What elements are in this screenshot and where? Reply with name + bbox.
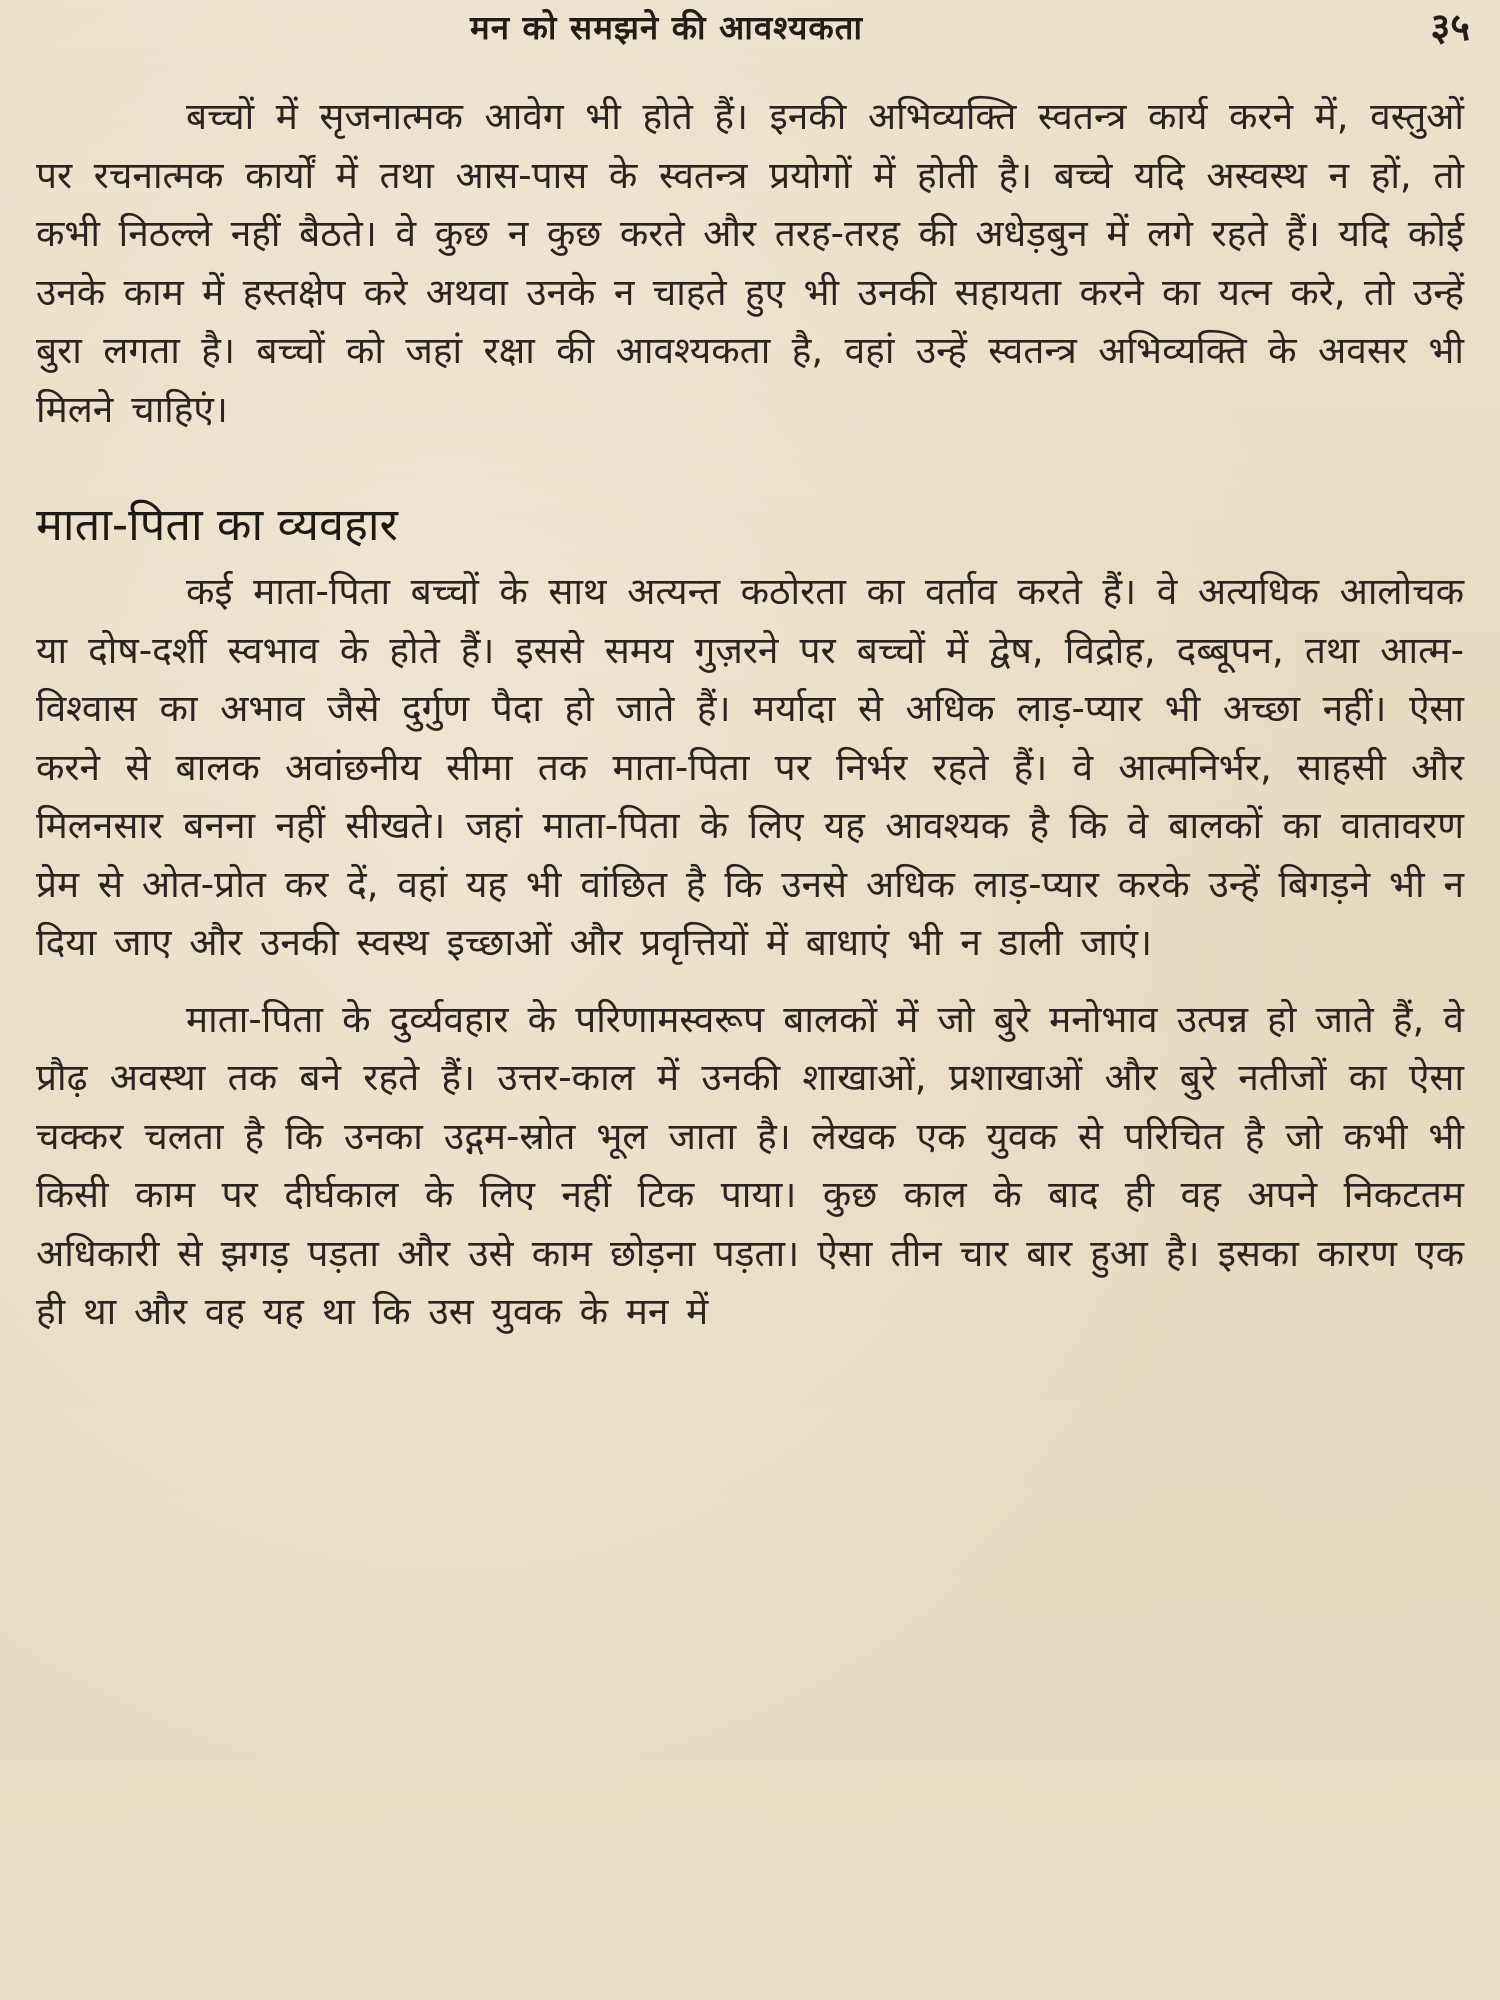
paragraph-misbehaviour-effects: माता-पिता के दुर्व्यवहार के परिणामस्वरूप बालकों में जो बुरे मनोभाव उत्पन्न हो जाते हैं, वे प्रौढ़ अवस्था तक बने रहते हैं। उत्तर-काल में उनकी शाखाओं, प्रशाखाओं और बुरे नतीजों का ऐसा चक्कर चलता है कि उनका उद्गम-स्रोत भूल जाता है। लेखक एक युवक से परिचित है जो कभी भी किसी काम पर दीर्घकाल के लिए नहीं टिक पाया। कुछ काल के बाद ही वह अपने निकटतम अधिकारी से झगड़ पड़ता और उसे काम छोड़ना पड़ता। ऐसा तीन चार बार हुआ है। इसका कारण एक ही था और वह यह था कि उस युवक के मन में: [36, 997, 1464, 1333]
section-heading: माता-पिता का व्यवहार: [36, 498, 398, 551]
running-title: मन को समझने की आवश्यकता: [470, 8, 864, 47]
running-header: [0, 0, 1500, 58]
paragraph-parent-behaviour: कई माता-पिता बच्चों के साथ अत्यन्त कठोरता का वर्ताव करते हैं। वे अत्यधिक आलोचक या दोष-दर्शी स्वभाव के होते हैं। इससे समय गुज़रने पर बच्चों में द्वेष, विद्रोह, दब्बूपन, तथा आत्म-विश्वास का अभाव जैसे दुर्गुण पैदा हो जाते हैं। मर्यादा से अधिक लाड़-प्यार भी अच्छा नहीं। ऐसा करने से बालक अवांछनीय सीमा तक माता-पिता पर निर्भर रहते हैं। वे आत्मनिर्भर, साहसी और मिलनसार बनना नहीं सीखते। जहां माता-पिता के लिए यह आवश्यक है कि वे बालकों का वातावरण प्रेम से ओत-प्रोत कर दें, वहां यह भी वांछित है कि उनसे अधिक लाड़-प्यार करके उन्हें बिगड़ने भी न दिया जाए और उनकी स्वस्थ इच्छाओं और प्रवृत्तियों में बाधाएं भी न डाली जाएं।: [36, 570, 1464, 964]
paragraph-creative-impulses: बच्चों में सृजनात्मक आवेग भी होते हैं। इनकी अभिव्यक्ति स्वतन्त्र कार्य करने में, वस्तुओं पर रचनात्मक कार्यों में तथा आस-पास के स्वतन्त्र प्रयोगों में होती है। बच्चे यदि अस्वस्थ न हों, तो कभी निठल्ले नहीं बैठते। वे कुछ न कुछ करते और तरह-तरह की अधेड़बुन में लगे रहते हैं। यदि कोई उनके काम में हस्तक्षेप करे अथवा उनके न चाहते हुए भी उनकी सहायता करने का यत्न करे, तो उन्हें बुरा लगता है। बच्चों को जहां रक्षा की आवश्यकता है, वहां उन्हें स्वतन्त्र अभिव्यक्ति के अवसर भी मिलने चाहिएं।: [36, 95, 1464, 431]
body-text: [36, 88, 1464, 1342]
page-number: ३५: [1430, 5, 1470, 49]
